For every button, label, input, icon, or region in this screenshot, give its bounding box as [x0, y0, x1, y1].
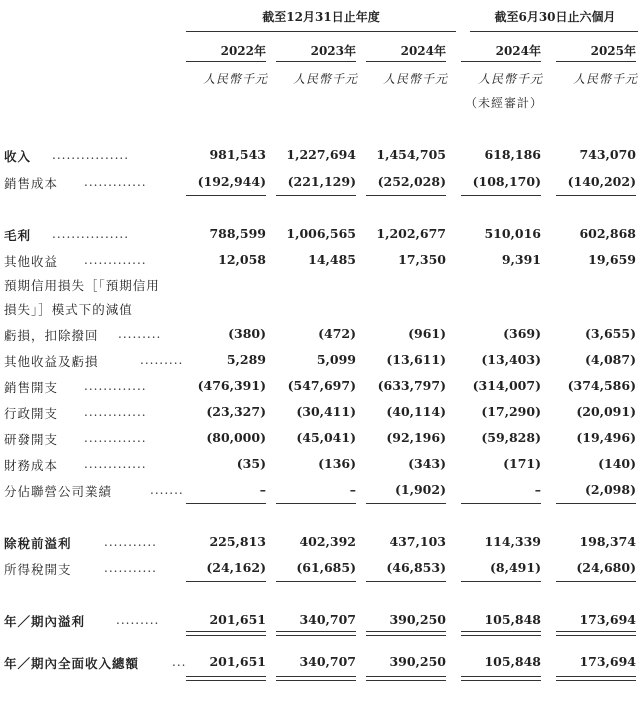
row-value: (380)	[228, 326, 266, 341]
row-value: 510,016	[484, 226, 541, 241]
row-value: (472)	[318, 326, 356, 341]
total-double-rule	[556, 676, 636, 681]
row-value: 201,651	[209, 654, 266, 669]
row-label: 所得稅開支	[4, 562, 72, 577]
subtotal-rule	[276, 581, 356, 582]
row-value: (192,944)	[197, 174, 266, 189]
row-value: 402,392	[299, 534, 356, 549]
table-row	[0, 556, 640, 582]
total-double-rule	[366, 631, 446, 636]
row-value: (17,290)	[481, 404, 541, 419]
column-unit: 人民幣千元	[477, 72, 543, 86]
row-label: 研發開支	[4, 432, 59, 447]
total-double-rule	[276, 631, 356, 636]
row-label: 虧損，扣除撥回	[4, 328, 99, 343]
row-value: (961)	[408, 326, 446, 341]
row-value: 201,651	[209, 612, 266, 627]
table-row	[0, 143, 640, 169]
row-value: (46,853)	[386, 560, 446, 575]
row-value: –	[259, 482, 266, 497]
period-underline-interim	[470, 31, 638, 32]
table-row	[0, 400, 640, 426]
row-label: 銷售開支	[4, 380, 59, 395]
row-value: (24,680)	[576, 560, 636, 575]
total-double-rule	[461, 631, 541, 636]
row-value: (108,170)	[472, 174, 541, 189]
row-value: –	[534, 482, 541, 497]
subtotal-rule	[366, 195, 446, 196]
row-value: 198,374	[579, 534, 636, 549]
leader-dots: ...........	[104, 561, 157, 575]
table-row	[0, 530, 640, 556]
row-label: 分佔聯營公司業績	[4, 484, 113, 499]
row-label: 除稅前溢利	[4, 536, 72, 551]
period-header-interim: 截至6月30日止六個月	[494, 10, 616, 24]
total-double-rule	[276, 676, 356, 681]
row-value: 788,599	[209, 226, 266, 241]
row-value: (171)	[503, 456, 541, 471]
subtotal-rule	[556, 195, 636, 196]
leader-dots: .........	[116, 613, 160, 627]
row-value: (40,114)	[386, 404, 446, 419]
column-unit: 人民幣千元	[572, 72, 638, 86]
leader-dots: ................	[52, 227, 130, 241]
row-value: (23,327)	[206, 404, 266, 419]
subtotal-rule	[461, 581, 541, 582]
row-value: (136)	[318, 456, 356, 471]
leader-dots: ................	[52, 148, 130, 162]
row-value: (13,403)	[481, 352, 541, 367]
column-divider	[461, 61, 541, 62]
total-double-rule	[186, 676, 266, 681]
row-label: 毛利	[4, 228, 32, 243]
leader-dots: ...	[172, 655, 187, 669]
row-value: (343)	[408, 456, 446, 471]
unaudited-note: （未經審計）	[464, 96, 543, 110]
row-label: 財務成本	[4, 458, 59, 473]
row-value: (547,697)	[287, 378, 356, 393]
row-value: 340,707	[299, 654, 356, 669]
row-value: (3,655)	[585, 326, 636, 341]
column-year: 2022年	[220, 44, 266, 58]
row-label: 其他收益及虧損	[4, 354, 99, 369]
row-value: (140)	[598, 456, 636, 471]
total-double-rule	[186, 631, 266, 636]
row-value: (24,162)	[206, 560, 266, 575]
table-row	[0, 170, 640, 196]
subtotal-rule	[186, 581, 266, 582]
table-row	[0, 650, 640, 676]
row-value: 17,350	[398, 252, 446, 267]
row-value: 225,813	[209, 534, 266, 549]
row-value: (20,091)	[576, 404, 636, 419]
row-value: –	[349, 482, 356, 497]
row-label: 年／期內溢利	[4, 614, 86, 629]
period-header-annual: 截至12月31日止年度	[262, 10, 380, 24]
row-value: 618,186	[484, 147, 541, 162]
subtotal-rule	[556, 503, 636, 504]
row-value: (633,797)	[377, 378, 446, 393]
row-value: 390,250	[389, 612, 446, 627]
row-value: (80,000)	[206, 430, 266, 445]
row-label: 收入	[4, 149, 32, 164]
row-value: 173,694	[579, 612, 636, 627]
table-row	[0, 296, 640, 322]
row-value: 1,454,705	[376, 147, 446, 162]
subtotal-rule	[186, 195, 266, 196]
leader-dots: .............	[84, 405, 147, 419]
row-value: (92,196)	[386, 430, 446, 445]
column-unit: 人民幣千元	[292, 72, 358, 86]
row-value: 105,848	[484, 612, 541, 627]
row-value: (252,028)	[377, 174, 446, 189]
column-divider	[186, 61, 266, 62]
row-value: (8,491)	[490, 560, 541, 575]
row-value: 19,659	[588, 252, 636, 267]
row-value: 340,707	[299, 612, 356, 627]
table-row	[0, 374, 640, 400]
row-value: 602,868	[579, 226, 636, 241]
row-value: (59,828)	[481, 430, 541, 445]
table-row	[0, 478, 640, 504]
row-value: (476,391)	[197, 378, 266, 393]
row-value: (4,087)	[585, 352, 636, 367]
subtotal-rule	[366, 581, 446, 582]
leader-dots: .........	[118, 327, 162, 341]
row-value: (314,007)	[472, 378, 541, 393]
leader-dots: .............	[84, 253, 147, 267]
column-unit: 人民幣千元	[382, 72, 448, 86]
subtotal-rule	[461, 195, 541, 196]
column-divider	[276, 61, 356, 62]
row-value: 1,006,565	[286, 226, 356, 241]
row-value: 105,848	[484, 654, 541, 669]
column-divider	[556, 61, 636, 62]
row-value: (19,496)	[576, 430, 636, 445]
row-value: 390,250	[389, 654, 446, 669]
row-value: (221,129)	[287, 174, 356, 189]
total-double-rule	[461, 676, 541, 681]
column-year: 2024年	[400, 44, 446, 58]
leader-dots: .............	[84, 457, 147, 471]
table-row	[0, 248, 640, 274]
row-value: 5,099	[316, 352, 356, 367]
table-row	[0, 272, 640, 298]
row-value: (1,902)	[395, 482, 446, 497]
row-label: 行政開支	[4, 406, 59, 421]
row-value: 743,070	[579, 147, 636, 162]
row-value: 14,485	[308, 252, 356, 267]
row-value: 9,391	[501, 252, 541, 267]
table-row	[0, 222, 640, 248]
row-label: 其他收益	[4, 254, 59, 269]
row-value: (61,685)	[296, 560, 356, 575]
row-value: (369)	[503, 326, 541, 341]
row-value: (45,041)	[296, 430, 356, 445]
row-label: 年／期內全面收入總額	[4, 656, 140, 671]
row-value: (2,098)	[585, 482, 636, 497]
total-double-rule	[556, 631, 636, 636]
row-value: (30,411)	[296, 404, 356, 419]
column-year: 2025年	[590, 44, 636, 58]
row-value: 5,289	[226, 352, 266, 367]
row-value: 173,694	[579, 654, 636, 669]
column-year: 2024年	[495, 44, 541, 58]
total-double-rule	[366, 676, 446, 681]
table-row	[0, 348, 640, 374]
leader-dots: ...........	[104, 535, 157, 549]
row-value: 12,058	[218, 252, 266, 267]
subtotal-rule	[556, 581, 636, 582]
subtotal-rule	[276, 503, 356, 504]
leader-dots: .........	[140, 353, 184, 367]
row-value: (13,611)	[386, 352, 446, 367]
row-value: 114,339	[484, 534, 541, 549]
column-divider	[366, 61, 446, 62]
subtotal-rule	[276, 195, 356, 196]
row-label: 損失」］模式下的減值	[4, 302, 133, 317]
column-year: 2023年	[310, 44, 356, 58]
row-value: 437,103	[389, 534, 446, 549]
row-label: 銷售成本	[4, 176, 59, 191]
row-value: (35)	[236, 456, 266, 471]
row-value: 1,227,694	[286, 147, 356, 162]
subtotal-rule	[366, 503, 446, 504]
table-row	[0, 452, 640, 478]
row-value: 1,202,677	[376, 226, 446, 241]
table-row	[0, 322, 640, 348]
leader-dots: .............	[84, 175, 147, 189]
subtotal-rule	[461, 503, 541, 504]
table-row	[0, 426, 640, 452]
period-underline-annual	[186, 31, 456, 32]
leader-dots: .............	[84, 431, 147, 445]
subtotal-rule	[186, 503, 266, 504]
leader-dots: .............	[84, 379, 147, 393]
row-value: 981,543	[209, 147, 266, 162]
leader-dots: .......	[150, 483, 184, 497]
row-value: (140,202)	[567, 174, 636, 189]
row-value: (374,586)	[567, 378, 636, 393]
column-unit: 人民幣千元	[202, 72, 268, 86]
row-label: 預期信用損失［「預期信用	[4, 278, 160, 293]
